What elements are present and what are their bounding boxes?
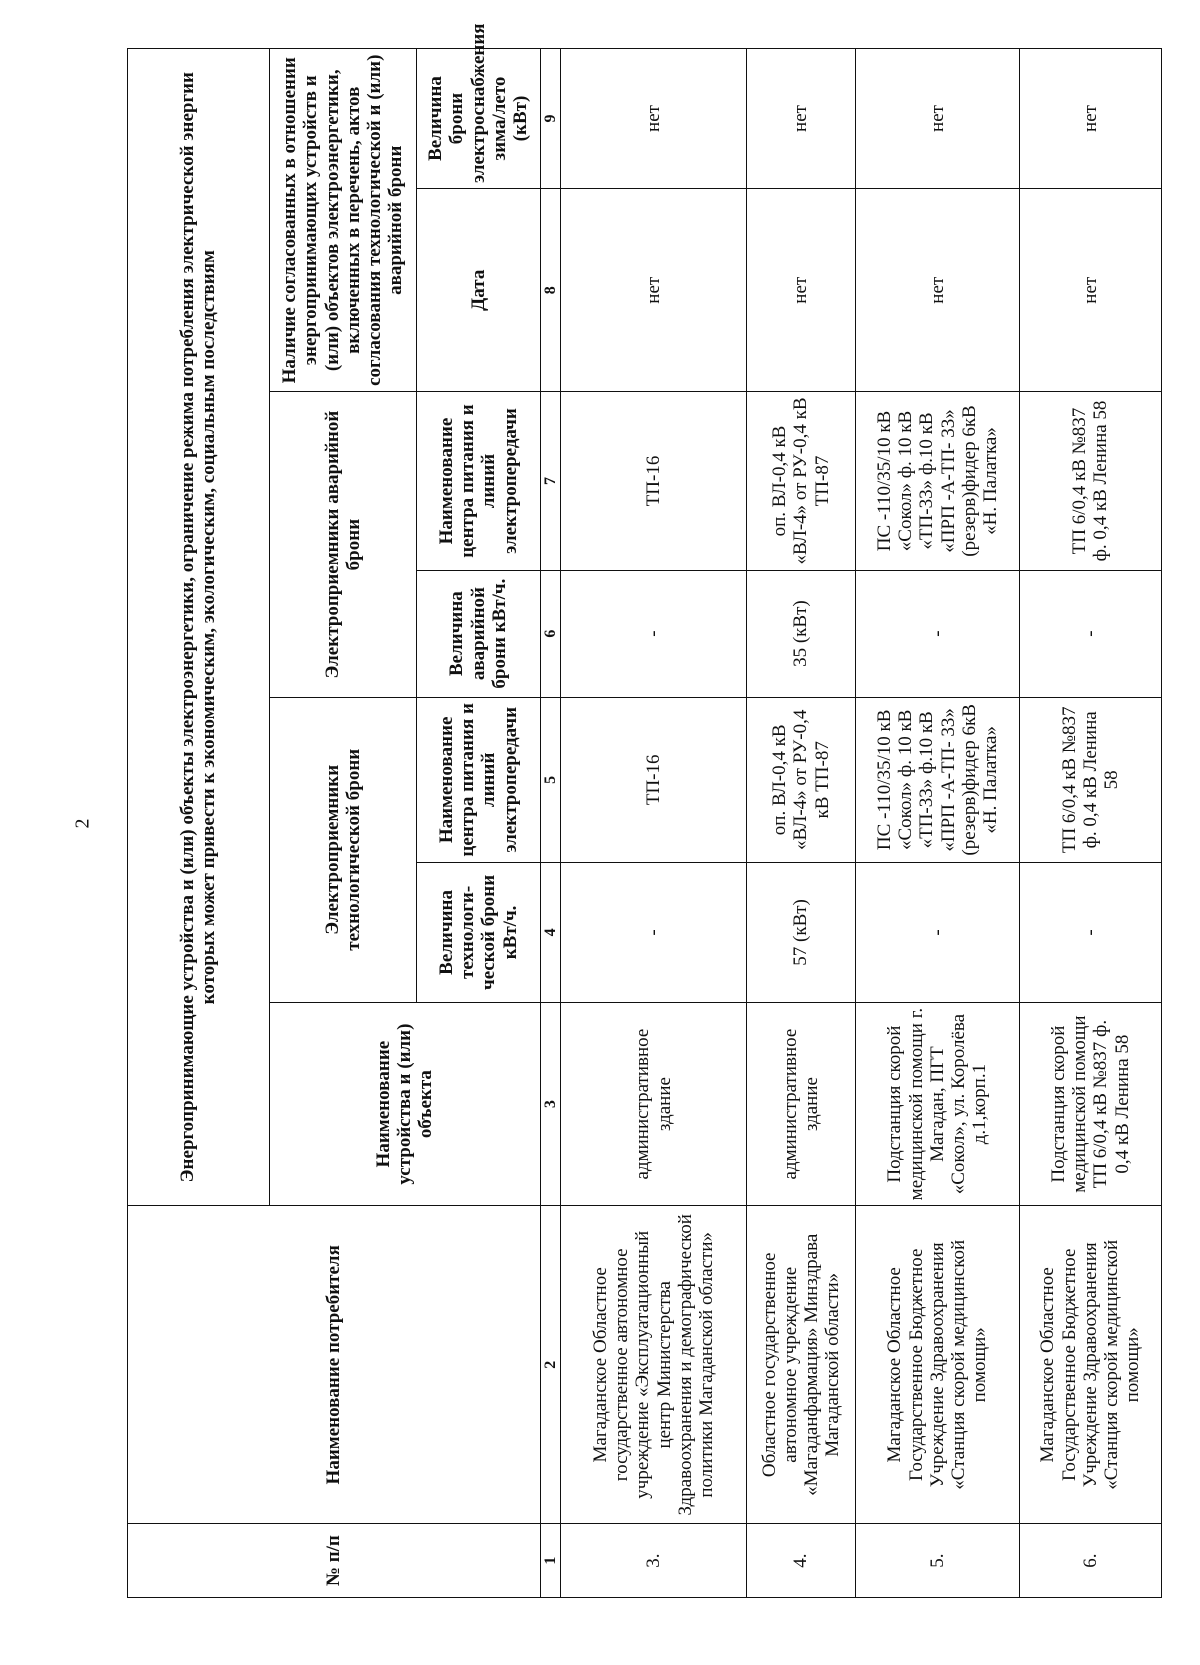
header-emerg-value: Величина аварийной брони кВт/ч. (416, 570, 540, 697)
header-group-acts: Наличие согласованных в отношении энергопринимающих устройств и (или) объектов электроэнергетики, включенных в перечень, актов согласования технологической и (или) аварийной брони (269, 49, 416, 392)
row-tech-value: 57 (кВт) (747, 862, 856, 1002)
row-tech-value: - (561, 862, 747, 1002)
table-row (856, 49, 1020, 1598)
header-group-main: Энергопринимающие устройства и (или) объекты электроэнергетики, ограничение режима потребления электрической энергии которых может привести к экономическим, экологическим, социальным последствиям (128, 49, 270, 1206)
row-tech-center: ТП-16 (561, 697, 747, 862)
row-consumer: Магаданское Областное Государственное Бюджетное Учреждение Здравоохранения «Станция скорой медицинской помощи» (1019, 1206, 1161, 1524)
row-emerg-center: ПС -110/35/10 кВ «Сокол» ф. 10 кВ «ТП-33» ф.10 кВ «ПРП -А-ТП- 33» (резерв)фидер 6кВ «Н. Палатка» (856, 392, 1020, 570)
header-tech-value: Величина технологи-ческой брони кВт/ч. (416, 862, 540, 1002)
index-cell: 5 (540, 697, 561, 862)
row-emerg-value: - (1019, 570, 1161, 697)
row-num: 6. (1019, 1524, 1161, 1598)
row-date: нет (747, 189, 856, 392)
row-object: административное здание (561, 1002, 747, 1205)
header-emerg-center: Наименование центра питания и линий электропередачи (416, 392, 540, 570)
table-row (1019, 49, 1161, 1598)
row-consumer: Магаданское Областное государственное автономное учреждение «Эксплуатационный центр Министерства Здравоохранения и демографической политики Магаданской области» (561, 1206, 747, 1524)
row-emerg-center: ТП-16 (561, 392, 747, 570)
header-group-emerg: Электроприемники аварийной брони (269, 392, 416, 697)
row-object: Подстанция скорой медицинской помощи ТП 6/0,4 кВ №837 ф. 0,4 кВ Ленина 58 (1019, 1002, 1161, 1205)
header-reserve: Величина брони электроснабжения зима/лето (кВт) (416, 49, 540, 189)
header-num: № п/п (128, 1524, 541, 1598)
row-tech-center: ТП 6/0,4 кВ №837 ф. 0,4 кВ Ленина 58 (1019, 697, 1161, 862)
table-row (561, 49, 747, 1598)
row-tech-value: - (1019, 862, 1161, 1002)
index-cell: 3 (540, 1002, 561, 1205)
row-tech-center: ПС -110/35/10 кВ «Сокол» ф. 10 кВ «ТП-33» ф.10 кВ «ПРП -А-ТП- 33» (резерв)фидер 6кВ «Н. Палатка» (856, 697, 1020, 862)
row-emerg-value: - (561, 570, 747, 697)
row-emerg-value: - (856, 570, 1020, 697)
row-emerg-center: ТП 6/0,4 кВ №837 ф. 0,4 кВ Ленина 58 (1019, 392, 1161, 570)
page-number: 2 (71, 818, 94, 829)
row-date: нет (1019, 189, 1161, 392)
header-date: Дата (416, 189, 540, 392)
row-emerg-center: оп. ВЛ-0,4 кВ «ВЛ-4» от РУ-0,4 кВ ТП-87 (747, 392, 856, 570)
table-row (747, 49, 856, 1598)
row-num: 5. (856, 1524, 1020, 1598)
index-cell: 1 (540, 1524, 561, 1598)
row-date: нет (856, 189, 1020, 392)
row-object: Подстанция скорой медицинской помощи г. Магадан, ПГТ «Сокол», ул. Королёва д.1,корп.1 (856, 1002, 1020, 1205)
row-num: 4. (747, 1524, 856, 1598)
index-cell: 9 (540, 49, 561, 189)
index-cell: 8 (540, 189, 561, 392)
row-object: административное здание (747, 1002, 856, 1205)
reserve-table (127, 23, 1162, 1598)
row-emerg-value: 35 (кВт) (747, 570, 856, 697)
row-consumer: Областное государственное автономное учреждение «Магаданфармация» Минздрава Магаданской области» (747, 1206, 856, 1524)
row-tech-value: - (856, 862, 1020, 1002)
row-num: 3. (561, 1524, 747, 1598)
index-cell: 6 (540, 570, 561, 697)
header-object: Наименование устройства и (или) объекта (269, 1002, 540, 1205)
row-tech-center: оп. ВЛ-0,4 кВ «ВЛ-4» от РУ-0,4 кВ ТП-87 (747, 697, 856, 862)
index-cell: 7 (540, 392, 561, 570)
header-group-tech: Электроприемники технологической брони (269, 697, 416, 1002)
row-reserve: нет (561, 49, 747, 189)
header-tech-center: Наименование центра питания и линий электропередачи (416, 697, 540, 862)
rotated-table-container (127, 23, 1162, 1598)
row-reserve: нет (747, 49, 856, 189)
index-cell: 4 (540, 862, 561, 1002)
row-consumer: Магаданское Областное Государственное Бюджетное Учреждение Здравоохранения «Станция скорой медицинской помощи» (856, 1206, 1020, 1524)
row-reserve: нет (1019, 49, 1161, 189)
index-cell: 2 (540, 1206, 561, 1524)
row-date: нет (561, 189, 747, 392)
index-row (540, 49, 561, 1598)
row-reserve: нет (856, 49, 1020, 189)
header-consumer: Наименование потребителя (128, 1206, 541, 1524)
